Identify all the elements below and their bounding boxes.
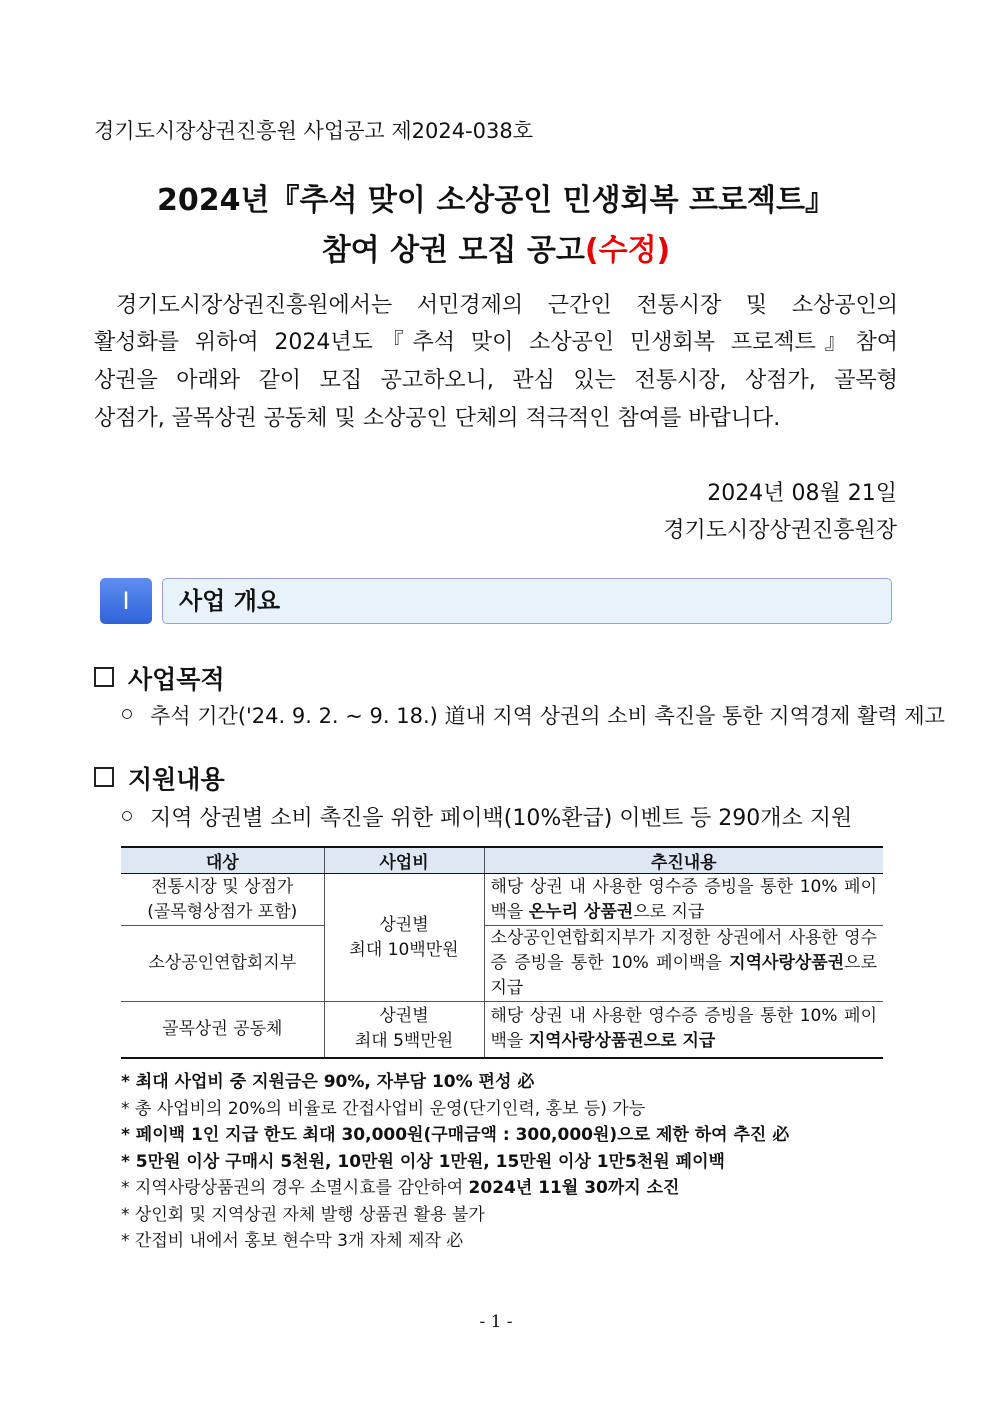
title-main: 참여 상권 모집 공고 [321, 233, 585, 268]
note-emphasis: 2024년 11월 30까지 소진 [468, 1178, 680, 1198]
header-target: 대상 [121, 847, 324, 874]
support-table [121, 846, 883, 1059]
purpose-item [122, 700, 945, 730]
budget-line: 상권별 [379, 914, 429, 935]
revised-marker: (수정) [584, 233, 671, 268]
table-row [121, 926, 883, 1002]
intro-line-3: 상권을 아래와 같이 모집 공고하오니, 관심 있는 전통시장, 상점가, 골목형 [94, 368, 898, 393]
note-item: * 간접비 내에서 홍보 현수막 3개 자체 제작 必 [121, 1231, 464, 1251]
square-bullet-icon [94, 667, 114, 687]
title-line-1: 2024년『추석 맞이 소상공인 민생회복 프로젝트』 [157, 183, 835, 218]
budget-line: 최대 10백만원 [349, 939, 459, 960]
notice-number: 경기도시장상권진흥원 사업공고 제2024-038호 [94, 119, 534, 143]
table-row [121, 1002, 883, 1058]
target-line: 전통시장 및 상점가 [151, 876, 294, 897]
purpose-heading-label: 사업목적 [128, 665, 225, 694]
circle-bullet-icon [122, 709, 132, 719]
note-item: * 페이백 1인 지급 한도 최대 30,000원(구매금액 : 300,000원)으로 제한 하여 추진 必 [121, 1125, 790, 1145]
content-emphasis: 온누리 상품권 [528, 901, 634, 922]
content-text: 으로 지급 [633, 901, 705, 922]
note-item: * 총 사업비의 20%의 비율로 간접사업비 운영(단기인력, 홍보 등) 가능 [121, 1098, 646, 1119]
purpose-heading [94, 660, 225, 696]
content-emphasis: 지역사랑상품권으로 지급 [528, 1031, 716, 1052]
note-item: * 상인회 및 지역상권 자체 발행 상품권 활용 불가 [121, 1204, 485, 1225]
intro-line-2: 활성화를 위하여 2024년도『추석 맞이 소상공인 민생회복 프로젝트』참여 [94, 330, 898, 355]
note-text: * 지역사랑상품권의 경우 소멸시효를 감안하여 [121, 1178, 469, 1198]
content-text: 소상공인연합회지부가 지정한 상권에서 사용한 영수증 증빙을 통한 10% 페이백을 [490, 928, 877, 973]
support-item [122, 801, 852, 832]
issuer-name: 경기도시장상권진흥원장 [663, 518, 897, 543]
section-number-badge: Ⅰ [100, 578, 152, 624]
content-text: 으로 지급 [490, 953, 877, 998]
note-item [121, 1175, 789, 1202]
purpose-text: 추석 기간('24. 9. 2. ~ 9. 18.) 道내 지역 상권의 소비 촉진을 통한 지역경제 활력 제고 [150, 704, 945, 728]
table-header-row [121, 847, 883, 874]
content-text: 해당 상권 내 사용한 영수증 증빙을 통한 10% 페이백을 [490, 876, 877, 922]
budget-line: 상권별 [379, 1006, 429, 1027]
table-row [121, 874, 883, 926]
note-item: * 최대 사업비 중 지원금은 90%, 자부담 10% 편성 必 [121, 1072, 535, 1092]
header-content: 추진내용 [484, 847, 883, 874]
support-heading-label: 지원내용 [128, 765, 225, 794]
cell-budget-shared [324, 874, 484, 1002]
square-bullet-icon [94, 767, 114, 787]
note-item: * 5만원 이상 구매시 5천원, 10만원 이상 1만원, 15만원 이상 1만5천원 페이백 [121, 1151, 725, 1172]
title-line-2 [0, 225, 992, 269]
cell-budget [324, 1002, 484, 1058]
cell-target: 소상공인연합회지부 [121, 926, 324, 1002]
header-budget: 사업비 [324, 847, 484, 874]
page-number: - 1 - [479, 1312, 513, 1332]
cell-content [484, 1002, 883, 1058]
cell-content [484, 926, 883, 1002]
support-text: 지역 상권별 소비 촉진을 위한 페이백(10%환급) 이벤트 등 290개소 지원 [150, 806, 853, 831]
support-heading [94, 760, 225, 796]
notes-list [121, 1069, 789, 1255]
intro-line-4: 상점가, 골목상권 공동체 및 소상공인 단체의 적극적인 참여를 바랍니다. [94, 406, 781, 431]
cell-target: 골목상권 공동체 [121, 1002, 324, 1058]
section-title-bar: 사업 개요 [162, 578, 892, 624]
content-emphasis: 지역사랑상품권 [729, 953, 845, 973]
cell-target [121, 874, 324, 926]
announcement-date: 2024년 08월 21일 [707, 481, 897, 506]
circle-bullet-icon [122, 811, 132, 821]
cell-content [484, 874, 883, 926]
content-text: 해당 상권 내 사용한 영수증 증빙을 통한 10% 페이백을 [490, 1006, 877, 1052]
intro-line-1: 경기도시장상권진흥원에서는 서민경제의 근간인 전통시장 및 소상공인의 [116, 293, 898, 318]
budget-line: 최대 5백만원 [354, 1031, 454, 1052]
target-line: (골목형상점가 포함) [147, 901, 298, 922]
